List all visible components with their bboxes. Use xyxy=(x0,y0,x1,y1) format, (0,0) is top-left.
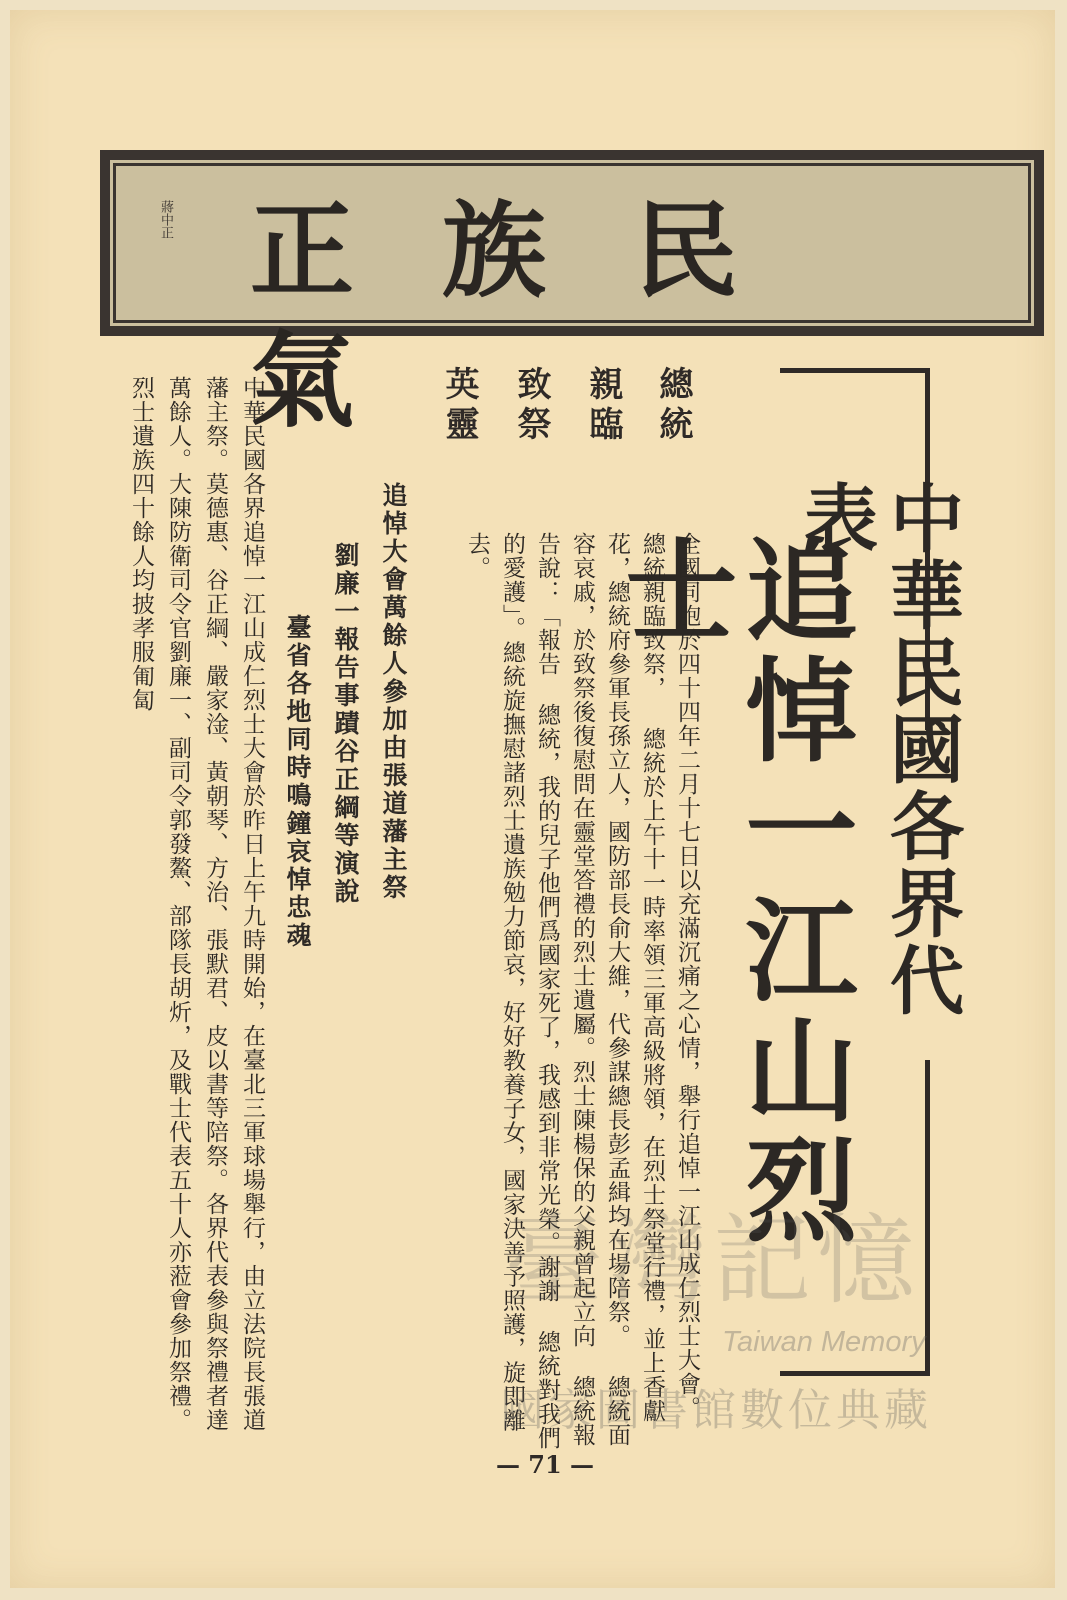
page-number: — 71 — xyxy=(495,1450,595,1479)
president-subheadings xyxy=(432,366,692,456)
page xyxy=(10,10,1055,1588)
subheading-1: 總統 xyxy=(653,366,693,446)
article-body-president: 全國同胞於四十四年二月十七日以充滿沉痛之心情，舉行追悼一江山成仁烈士大會。 總統親臨致祭， 總統於上午十一時率領三軍高級將領，在烈士祭堂行禮，並上香獻花，總統府參軍長孫立人，國防部長俞大維，代參謀總長彭孟緝均在場陪祭。 總統面容哀戚，於致祭後復慰問在靈堂答禮的烈士遺屬。烈士陳楊保的父親曾起立向 總統報告說：「報告 總統，我的兒子他們爲國家死了，我感到非常光榮。謝謝 總統對我們的愛護」。總統旋撫慰諸烈士遺族勉力節哀，好好教養子女，國家決善予照護，旋即離去。 xyxy=(464,532,700,1450)
subdeck-line-1: 追悼大會萬餘人參加由張道藩主祭 xyxy=(379,482,408,902)
watermark-chinese: 國家圖書館數位典藏 xyxy=(500,1385,932,1436)
headline-subtitle: 中華民國各界代表 xyxy=(792,480,964,1019)
watermark-english: Taiwan Memory xyxy=(722,1326,926,1358)
article-subdeck xyxy=(275,482,420,1122)
watermark-calligraphy: 臺灣記憶 xyxy=(505,1204,922,1318)
subheading-3: 致祭 xyxy=(511,366,551,446)
subheading-4: 英靈 xyxy=(439,366,479,446)
banner-title: 民族正氣 xyxy=(250,189,827,442)
subdeck-line-2: 劉廉一報告事蹟谷正綱等演說 xyxy=(331,542,360,906)
subheading-2: 親臨 xyxy=(583,366,623,446)
article-body-ceremony: 中華民國各界追悼一江山成仁烈士大會於昨日上午九時開始，在臺北三軍球場舉行，由立法院長張道藩主祭。莫德惠、谷正綱、嚴家淦、黃朝琴、方治、張默君、皮以書等陪祭。各界代表參與祭禮者達萬餘人。大陳防衛司令官劉廉一、副司令郭發鰲、部隊長胡炘，及戰士代表五十人亦蒞會參加祭禮。烈士遺族四十餘人均披孝服匍匐 xyxy=(128,376,265,1432)
headline-title: 追悼一江山烈士 xyxy=(607,532,858,1252)
subdeck-line-3: 臺省各地同時鳴鐘哀悼忠魂 xyxy=(283,614,312,950)
banner-signature: 蔣中正 xyxy=(158,200,173,239)
